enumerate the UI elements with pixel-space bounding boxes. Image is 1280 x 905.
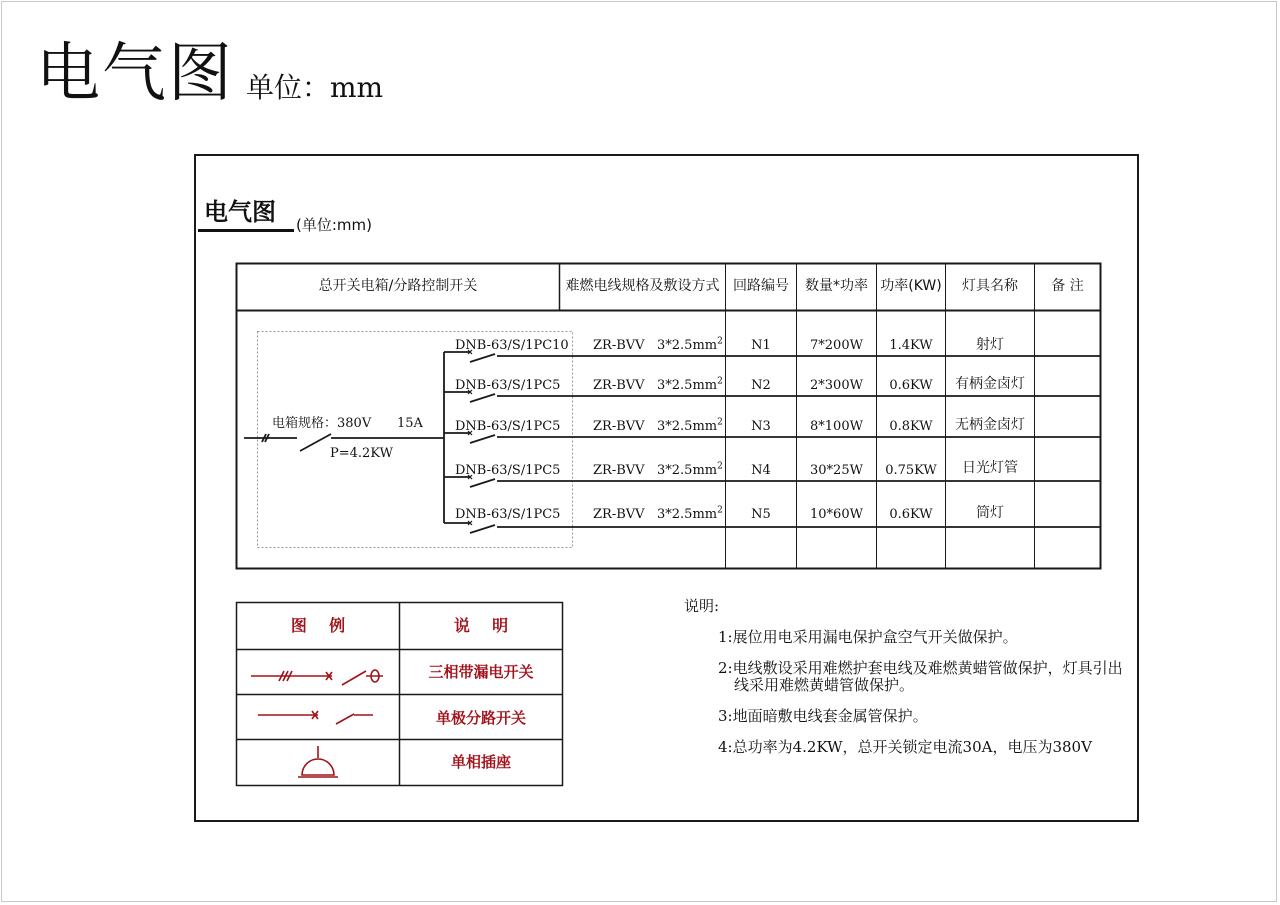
legend-desc-socket: 单相插座 <box>450 753 511 771</box>
cable-type: ZR-BVV <box>593 463 645 478</box>
drawing-title: 电气图 <box>204 198 276 226</box>
note-item: 4:总功率为4.2KW，总开关锁定电流30A，电压为380V <box>718 738 1092 756</box>
circuit-no: N1 <box>751 338 771 353</box>
incoming-feeder <box>244 352 444 523</box>
cable-size: $3*2.5mm^2$ <box>657 505 723 522</box>
fixture-name: 筒灯 <box>976 505 1004 521</box>
page-unit-label: 单位：mm <box>246 71 384 104</box>
breaker-model: DNB-63/S/1PC5 <box>455 507 561 522</box>
cable-size: $3*2.5mm^2$ <box>657 376 723 393</box>
single-phase-socket-symbol <box>298 746 338 777</box>
power-kw: 0.6KW <box>889 507 933 522</box>
power-kw: 1.4KW <box>889 338 933 353</box>
legend-desc-rcd-switch: 三相带漏电开关 <box>428 663 534 681</box>
circuit-no: N3 <box>751 419 771 434</box>
panel-spec-label: 电箱规格：380V <box>272 416 372 431</box>
note-item: 3:地面暗敷电线套金属管保护。 <box>718 707 928 725</box>
header-panel-breaker: 总开关电箱/分路控制开关 <box>318 278 478 294</box>
cable-size: $3*2.5mm^2$ <box>657 417 723 434</box>
cable-type: ZR-BVV <box>593 378 645 393</box>
header-power-kw: 功率(KW) <box>880 278 942 294</box>
circuit-no: N2 <box>751 378 771 393</box>
fixture-name: 有柄金卤灯 <box>955 376 1025 392</box>
header-fixture-name: 灯具名称 <box>962 278 1018 294</box>
power-kw: 0.75KW <box>885 463 937 478</box>
breaker-model: DNB-63/S/1PC5 <box>455 378 561 393</box>
header-circuit-no: 回路编号 <box>733 278 789 294</box>
fixture-name: 无柄金卤灯 <box>955 417 1025 433</box>
qty-power: 7*200W <box>810 338 863 353</box>
breaker-model: DNB-63/S/1PC5 <box>455 419 561 434</box>
page-title: 电气图 <box>36 37 234 111</box>
legend-header-symbol: 图 例 <box>290 616 346 635</box>
drawing-unit-label: (单位:mm) <box>296 216 372 234</box>
notes-title: 说明: <box>684 597 720 615</box>
panel-current-label: 15A <box>397 416 423 431</box>
cable-type: ZR-BVV <box>593 338 645 353</box>
qty-power: 2*300W <box>810 378 863 393</box>
header-remarks: 备 注 <box>1051 278 1084 294</box>
legend-desc-branch-switch: 单极分路开关 <box>435 709 526 727</box>
fixture-name: 日光灯管 <box>962 460 1018 476</box>
legend-header-desc: 说 明 <box>453 616 509 635</box>
power-kw: 0.8KW <box>889 419 933 434</box>
panel-power-label: P=4.2KW <box>330 446 393 461</box>
three-phase-rcd-switch-symbol <box>251 670 383 685</box>
breaker-model: DNB-63/S/1PC10 <box>455 338 569 353</box>
breaker-model: DNB-63/S/1PC5 <box>455 463 561 478</box>
cable-type: ZR-BVV <box>593 507 645 522</box>
power-kw: 0.6KW <box>889 378 933 393</box>
qty-power: 10*60W <box>810 507 863 522</box>
single-pole-branch-switch-symbol <box>258 711 373 724</box>
circuit-no: N5 <box>751 507 771 522</box>
header-cable-spec: 难燃电线规格及敷设方式 <box>565 278 720 294</box>
note-item: 1:展位用电采用漏电保护盒空气开关做保护。 <box>718 628 1018 646</box>
qty-power: 30*25W <box>810 463 863 478</box>
cable-type: ZR-BVV <box>593 419 645 434</box>
qty-power: 8*100W <box>810 419 863 434</box>
header-qty-power: 数量*功率 <box>805 278 868 294</box>
notes-block <box>684 598 1124 770</box>
circuit-no: N4 <box>751 463 771 478</box>
cable-size: $3*2.5mm^2$ <box>657 336 723 353</box>
note-item: 2:电线敷设采用难燃护套电线及难燃黄蜡管做保护，灯具引出线采用难燃黄蜡管做保护。 <box>718 659 1123 694</box>
cable-size: $3*2.5mm^2$ <box>657 461 723 478</box>
fixture-name: 射灯 <box>976 337 1004 353</box>
